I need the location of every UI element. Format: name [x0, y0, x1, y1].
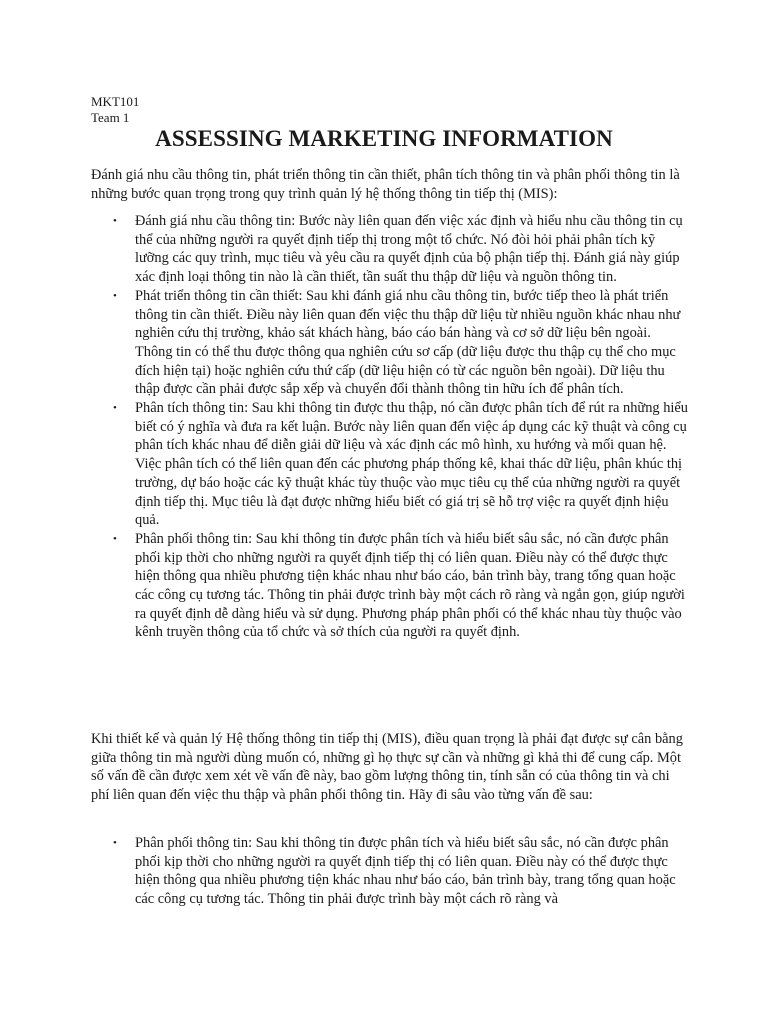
document-header [91, 94, 139, 126]
list-item [91, 834, 691, 909]
steps-list [91, 212, 691, 642]
team-name: Team 1 [91, 110, 130, 125]
issues-list [91, 834, 691, 909]
document-title: ASSESSING MARKETING INFORMATION [155, 126, 613, 151]
intro-paragraph: Đánh giá nhu cầu thông tin, phát triển thông tin cần thiết, phân tích thông tin và phân phối thông tin là những bước quan trọng trong quy trình quản lý hệ thống thông tin tiếp thị (MIS): [91, 167, 680, 202]
list-item-text: Phân phối thông tin: Sau khi thông tin được phân tích và hiểu biết sâu sắc, nó cần được phân phối kịp thời cho những người ra quyết định tiếp thị có liên quan. Điều này có thể được thực hiện thông qua nhiều phương tiện khác nhau như báo cáo, bản trình bày, trang tổng quan hoặc các công cụ tương tác. Thông tin phải được trình bày một cách rõ ràng và [135, 835, 676, 908]
list-item-text: Phân tích thông tin: Sau khi thông tin được thu thập, nó cần được phân tích để rút ra những hiểu biết có ý nghĩa và đưa ra kết luận. Bước này liên quan đến việc áp dụng các kỹ thuật và công cụ phân tích khác nhau để diễn giải dữ liệu và xác định các mô hình, xu hướng và mối quan hệ. Việc phân tích có thể liên quan đến các phương pháp thống kê, khai thác dữ liệu, phân khúc thị trường, dự báo hoặc các kỹ thuật khác tùy thuộc vào mục tiêu cụ thể của những người ra quyết định tiếp thị. Mục tiêu là đạt được những hiểu biết có giá trị sẽ hỗ trợ việc ra quyết định hiệu quả. [135, 400, 688, 529]
list-item [91, 530, 691, 642]
course-code: MKT101 [91, 94, 140, 109]
list-item [91, 287, 691, 399]
bullet-icon: • [113, 532, 117, 545]
list-item-text: Phát triển thông tin cần thiết: Sau khi đánh giá nhu cầu thông tin, bước tiếp theo là phát triển thông tin cần thiết. Điều này liên quan đến việc thu thập dữ liệu từ nhiều nguồn khác nhau như nghiên cứu thị trường, khảo sát khách hàng, báo cáo bán hàng và cơ sở dữ liệu bên ngoài. Thông tin có thể thu được thông qua nghiên cứu sơ cấp (dữ liệu được thu thập cụ thể cho mục đích hiện tại) hoặc nghiên cứu thứ cấp (dữ liệu hiện có từ các nguồn bên ngoài). Dữ liệu thu thập được cần phải được sắp xếp và chuyển đổi thành thông tin hữu ích để phân tích. [135, 287, 681, 398]
bullet-icon: • [113, 402, 117, 415]
list-item-text: Phân phối thông tin: Sau khi thông tin được phân tích và hiểu biết sâu sắc, nó cần được phân phối kịp thời cho những người ra quyết định tiếp thị có liên quan. Điều này có thể được thực hiện thông qua nhiều phương tiện khác nhau như báo cáo, bản trình bày, trang tổng quan hoặc các công cụ tương tác. Thông tin phải được trình bày một cách rõ ràng và ngắn gọn, giúp người ra quyết định dễ dàng hiểu và sử dụng. Phương pháp phân phối có thể khác nhau tùy thuộc vào kênh truyền thông của tổ chức và sở thích của người ra quyết định. [135, 530, 685, 641]
list-item [91, 212, 691, 287]
bullet-icon: • [113, 289, 117, 302]
mis-balance-paragraph: Khi thiết kế và quản lý Hệ thống thông tin tiếp thị (MIS), điều quan trọng là phải đạt được sự cân bằng giữa thông tin mà người dùng muốn có, những gì họ thực sự cần và những gì khả thi để cung cấp. Một số vấn đề cần được xem xét về vấn đề này, bao gồm lượng thông tin, tính sẵn có của thông tin và chi phí liên quan đến việc thu thập và phân phối thông tin. Hãy đi sâu vào từng vấn đề sau: [91, 731, 683, 804]
list-item [91, 399, 691, 530]
bullet-icon: • [113, 215, 117, 227]
bullet-icon: • [113, 837, 117, 849]
list-item-text: Đánh giá nhu cầu thông tin: Bước này liên quan đến việc xác định và hiểu nhu cầu thông tin cụ thể của những người ra quyết định tiếp thị trong một tổ chức. Nó đòi hỏi phải phân tích kỹ lưỡng các quy trình, mục tiêu và yêu cầu ra quyết định của bộ phận tiếp thị. Đánh giá này giúp xác định loại thông tin nào là cần thiết, tần suất thu thập dữ liệu và nguồn thông tin. [135, 213, 683, 286]
